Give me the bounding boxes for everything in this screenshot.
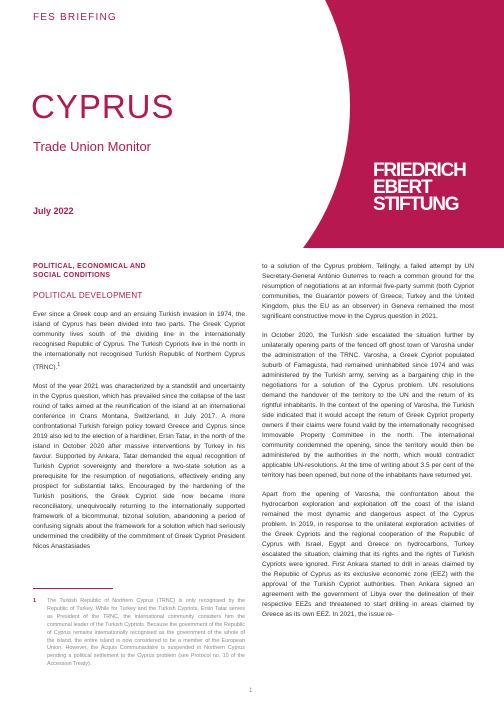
logo-line-2: EBERT <box>373 177 432 198</box>
footnote-text: The Turkish Republic of Northern Cyprus (TRNC) is only recognised by the Republic of Turkey. While for Turkey and the Turkish Cypriots, Ersin Tatar serves as President of the TRNC, the international community considers him the communal leader of the Turkish Cypriots. Because the government of the Republic of Cyprus remains internationally recognised as the government of the whole of the island, the entire island is now considered to be a member of the European Union. However, the Acquis Communautaire is suspended in Northern Cyprus pending a political settlement to the Cyprus problem (see Protocol no. 10 of the Accession Treaty). <box>47 598 245 668</box>
paragraph: In October 2020, the Turkish side escalated the situation further by unilaterally opening parts of the fenced off ghost town of Varosha under the administration of the TRNC. Varosha, a Greek Cypriot populated suburb of Famagusta, had remained uninhabited since 1974 and was administered by the Turkish army, serving as a bargaining chip in the negotiations for a solution of the Cyprus problem. UN resolutions demand the handover of the territory to the UN and the return of its rightful inhabitants. In the context of the opening of Varosha, the Turkish side indicated that it would accept the return of Greek Cypriot property owners if their claims were found valid by the internationally recognised Immovable Property Committee in the north. The international community condemned the opening, since the territory would then be administered by the authorities in the north, which would contradict applicable UN-resolutions. At the time of writing about 3.5 per cent of the territory has been opened, but none of the inhabitants have returned yet. <box>262 332 474 479</box>
page-number: 1 <box>249 688 253 694</box>
paragraph: Most of the year 2021 was characterized by a standstill and uncertainty in the Cyprus question, which has prevailed since the collapse of the last round of talks aimed at the reunification of the island at an international conference in Crans Montana, Switzerland, in July 2017. A more confrontational Turkish foreign policy toward Greece and Cyprus since 2019 also led to the election of a hardliner, Ersin Tatar, in the north of the island in October 2020 after massive interventions by Turkey in his favour. Supported by Ankara, Tatar demanded the equal recognition of Turkish Cypriot sovereignty and therefore a two-state solution as a prerequisite for the resumption of negotiations, effectively ending any prospect for substantial talks. Encouraged by the hardening of the Turkish positions, the Greek Cypriot side now became more reconciliatory, unequivocally returning to the internationally supported framework of a bicommunal, bizonal solution, abandoning a period of confusing signals about the framework for a solution which had seriously undermined the credibility of the commitment of Greek Cypriot President Nicos Anastasiades <box>33 383 245 551</box>
logo-line-1: FRIEDRICH <box>373 160 466 181</box>
page-subtitle: Trade Union Monitor <box>33 139 152 154</box>
paragraph: to a solution of the Cyprus problem. Tellingly, a failed attempt by UN Secretary-General António Guterres to reach a common ground for the resumption of negotiations at an informal five-party summit (both Cypriot communities, the Guarantor powers of Greece, Turkey and the United Kingdom, plus the EU as an observer) in Geneva remained the most significant constructive move in the Cyprus question in 2021. <box>262 263 474 320</box>
footnote-divider <box>33 588 113 589</box>
paragraph <box>33 310 245 373</box>
fes-logo <box>373 162 466 213</box>
cover-banner <box>0 0 504 248</box>
page-title: CYPRUS <box>31 88 175 125</box>
right-column <box>262 262 474 629</box>
section-heading <box>33 262 245 280</box>
publication-date: July 2022 <box>33 206 74 216</box>
series-label: FES BRIEFING <box>33 12 117 23</box>
footnote-ref[interactable]: 1 <box>57 362 61 368</box>
left-column <box>33 262 245 561</box>
paragraph-text: Ever since a Greek coup and an ensuing Turkish invasion in 1974, the island of Cyprus has been divided into two parts. The Greek Cypriot community lives south of the dividing line in the internationally recognised Republic of Cyprus. The Turkish Cypriots live in the north in the internationally not recognised Turkish Republic of Northern Cyprus (TRNC). <box>33 311 245 372</box>
section-heading-line-2: SOCIAL CONDITIONS <box>33 272 111 279</box>
logo-line-3: STIFTUNG <box>373 194 459 215</box>
section-heading-line-1: POLITICAL, ECONOMICAL AND <box>33 263 146 270</box>
subsection-heading: POLITICAL DEVELOPMENT <box>33 291 143 300</box>
footnote-number: 1 <box>33 598 36 604</box>
footnote <box>33 598 245 669</box>
paragraph: Apart from the opening of Varosha, the confrontation about the hydrocarbon exploration and exploitation off the coast of the island remained the most dynamic and dangerous aspect of the Cyprus problem. In 2019, in response to the unilateral exploration activities of the Greek Cypriots and the regional cooperation of the Republic of Cyprus with Israel, Egypt and Greece on hydrocarbons, Turkey escalated the situation, claiming that its rights and the rights of Turkish Cypriots were ignored. First Ankara started to drill in areas claimed by the Republic of Cyprus as its exclusive economic zone (EEZ) with the approval of the Turkish Cypriot authorities. Then Ankara signed an agreement with the government of Libya over the delineation of their respective EEZs and threatened to start drilling in areas claimed by Greece as its own EEZ. In 2021, the issue re- <box>262 491 474 618</box>
